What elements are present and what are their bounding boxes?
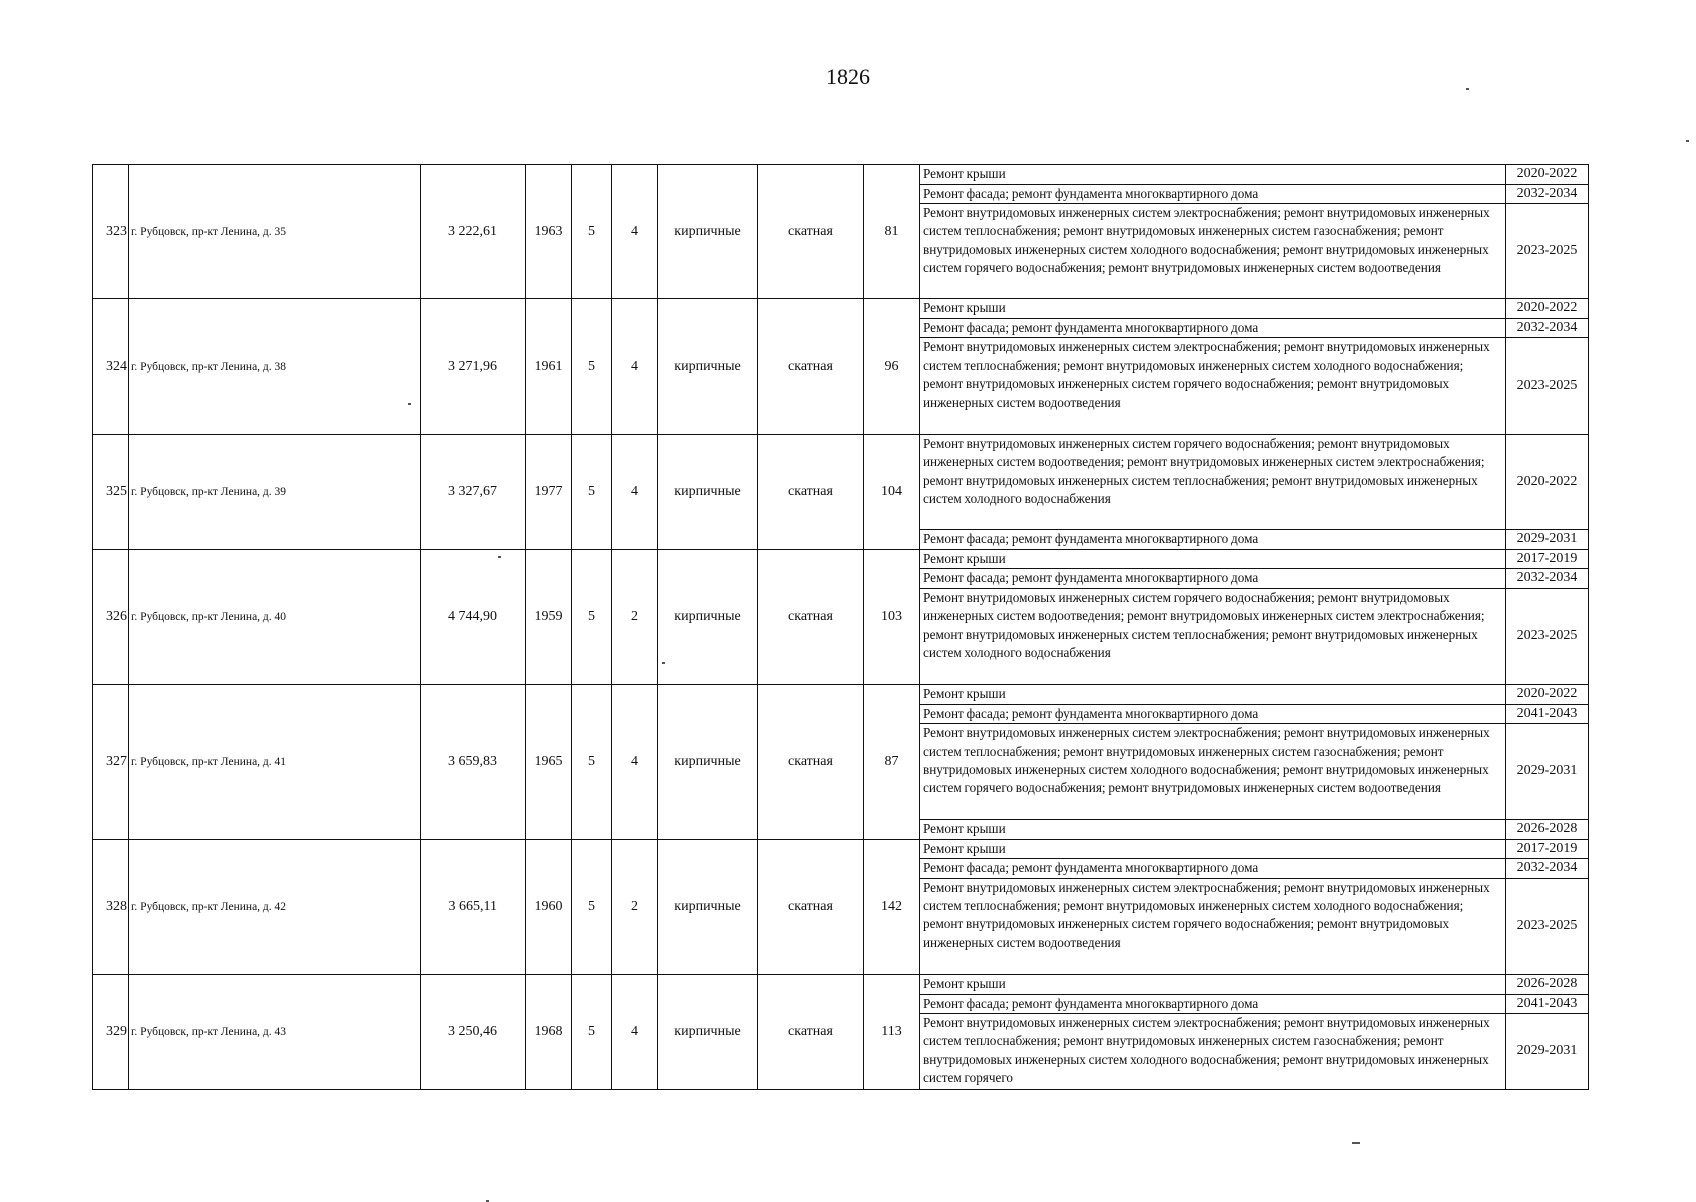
floors-count: 5 [572, 299, 612, 434]
work-period: 2026-2028 [1506, 975, 1589, 994]
work-description: Ремонт крыши [920, 840, 1506, 859]
table-row [93, 549, 1589, 684]
work-item [920, 878, 1588, 974]
works-cell [920, 975, 1589, 1090]
entrances-count: 4 [612, 434, 658, 549]
works-cell [920, 685, 1589, 839]
works-list [920, 165, 1588, 298]
build-year: 1968 [526, 975, 572, 1090]
row-number: 329 [93, 975, 129, 1090]
table-row [93, 165, 1589, 299]
apartments-count: 81 [864, 165, 920, 299]
work-description: Ремонт внутридомовых инженерных систем электроснабжения; ремонт внутридомовых инженерных систем теплоснабжения; ремонт внутридомовых инженерных систем холодного водоснабжения; ремонт внутридомовых инженерных систем горячего водоснабжения; ремонт внутридомовых инженерных систем водоотведения [923, 879, 1490, 950]
apartments-count: 96 [864, 299, 920, 434]
total-area: 4 744,90 [421, 549, 526, 684]
floors-count: 5 [572, 839, 612, 974]
wall-material: кирпичные [658, 839, 758, 974]
floors-count: 5 [572, 975, 612, 1090]
work-item [920, 840, 1588, 859]
floors-count: 5 [572, 685, 612, 839]
table-row [93, 839, 1589, 974]
address: г. Рубцовск, пр-кт Ленина, д. 35 [129, 165, 421, 299]
work-period: 2029-2031 [1506, 530, 1589, 549]
scan-speck [408, 403, 411, 405]
work-item [920, 1013, 1588, 1089]
floors-count: 5 [572, 434, 612, 549]
works-list [920, 840, 1588, 974]
work-description: Ремонт внутридомовых инженерных систем электроснабжения; ремонт внутридомовых инженерных систем теплоснабжения; ремонт внутридомовых инженерных систем газоснабжения; ремонт внутридомовых инженерных систем холодного водоснабжения; ремонт внутридомовых инженерных систем горячего водоснабжения; ремонт внутридомовых инженерных систем водоотведения [920, 724, 1506, 820]
work-description: Ремонт крыши [920, 299, 1506, 318]
apartments-count: 103 [864, 549, 920, 684]
work-item [920, 184, 1588, 203]
works-list [920, 550, 1588, 684]
total-area: 3 659,83 [421, 685, 526, 839]
works-cell [920, 839, 1589, 974]
build-year: 1960 [526, 839, 572, 974]
works-cell [920, 299, 1589, 434]
roof-type: скатная [758, 549, 864, 684]
work-item [920, 994, 1588, 1013]
work-item [920, 588, 1588, 684]
work-description: Ремонт фасада; ремонт фундамента многоквартирного дома [920, 184, 1506, 203]
floors-count: 5 [572, 165, 612, 299]
row-number: 324 [93, 299, 129, 434]
works-list [920, 435, 1588, 549]
roof-type: скатная [758, 165, 864, 299]
work-description: Ремонт фасада; ремонт фундамента многоквартирного дома [920, 318, 1506, 337]
works-list [920, 975, 1588, 1089]
page-number: 1826 [826, 64, 870, 89]
work-description: Ремонт фасада; ремонт фундамента многоквартирного дома [920, 994, 1506, 1013]
work-period: 2017-2019 [1506, 550, 1589, 569]
work-description: Ремонт внутридомовых инженерных систем электроснабжения; ремонт внутридомовых инженерных систем теплоснабжения; ремонт внутридомовых инженерных систем газоснабжения; ремонт внутридомовых инженерных систем холодного водоснабжения; ремонт внутридомовых инженерных систем горячего водоснабжения; ремонт внутридомовых инженерных систем водоотведения [923, 204, 1490, 276]
address: г. Рубцовск, пр-кт Ленина, д. 43 [129, 975, 421, 1090]
apartments-count: 104 [864, 434, 920, 549]
entrances-count: 4 [612, 165, 658, 299]
roof-type: скатная [758, 685, 864, 839]
works-cell [920, 165, 1589, 299]
work-description: Ремонт фасада; ремонт фундамента многоквартирного дома [920, 859, 1506, 878]
entrances-count: 4 [612, 975, 658, 1090]
work-period: 2032-2034 [1506, 569, 1589, 588]
floors-count: 5 [572, 549, 612, 684]
works-cell [920, 549, 1589, 684]
roof-type: скатная [758, 434, 864, 549]
table-row [93, 299, 1589, 434]
scan-speck [662, 662, 665, 664]
work-description: Ремонт крыши [920, 975, 1506, 994]
total-area: 3 222,61 [421, 165, 526, 299]
roof-type: скатная [758, 299, 864, 434]
work-item [920, 299, 1588, 318]
work-period: 2023-2025 [1506, 588, 1589, 684]
work-period: 2020-2022 [1506, 435, 1589, 530]
apartments-count: 113 [864, 975, 920, 1090]
row-number: 323 [93, 165, 129, 299]
work-period: 2026-2028 [1506, 820, 1589, 839]
address: г. Рубцовск, пр-кт Ленина, д. 39 [129, 434, 421, 549]
work-period: 2017-2019 [1506, 840, 1589, 859]
work-description: Ремонт крыши [923, 821, 1006, 837]
table-row [93, 434, 1589, 549]
work-description: Ремонт внутридомовых инженерных систем электроснабжения; ремонт внутридомовых инженерных систем теплоснабжения; ремонт внутридомовых инженерных систем холодного водоснабжения; ремонт внутридомовых инженерных систем горячего водоснабжения; ремонт внутридомовых инженерных систем водоотведения [923, 339, 1490, 410]
work-description: Ремонт фасада; ремонт фундамента многоквартирного дома [920, 704, 1506, 723]
work-description: Ремонт внутридомовых инженерных систем горячего водоснабжения; ремонт внутридомовых инженерных систем водоотведения; ремонт внутридомовых инженерных систем электроснабжения; ремонт внутридомовых инженерных систем теплоснабжения; ремонт внутридомовых инженерных систем холодного водоснабжения [920, 435, 1506, 530]
scan-speck [1686, 140, 1689, 142]
works-cell [920, 434, 1589, 549]
work-period: 2023-2025 [1506, 338, 1589, 434]
work-item [920, 550, 1588, 569]
work-period: 2020-2022 [1506, 299, 1589, 318]
work-period: 2020-2022 [1506, 165, 1589, 184]
wall-material: кирпичные [658, 975, 758, 1090]
total-area: 3 250,46 [421, 975, 526, 1090]
address: г. Рубцовск, пр-кт Ленина, д. 42 [129, 839, 421, 974]
entrances-count: 4 [612, 299, 658, 434]
work-item [920, 724, 1588, 820]
build-year: 1963 [526, 165, 572, 299]
total-area: 3 271,96 [421, 299, 526, 434]
entrances-count: 2 [612, 839, 658, 974]
work-item [920, 338, 1588, 434]
work-period: 2029-2031 [1506, 724, 1589, 820]
address: г. Рубцовск, пр-кт Ленина, д. 41 [129, 685, 421, 839]
work-item [920, 820, 1588, 839]
entrances-count: 2 [612, 549, 658, 684]
work-item [920, 165, 1588, 184]
apartments-count: 87 [864, 685, 920, 839]
wall-material: кирпичные [658, 434, 758, 549]
row-number: 325 [93, 434, 129, 549]
building-registry-table [92, 164, 1589, 1090]
work-item [920, 318, 1588, 337]
work-description: Ремонт фасада; ремонт фундамента многоквартирного дома [920, 569, 1506, 588]
work-item [920, 859, 1588, 878]
table-row [93, 685, 1589, 839]
build-year: 1977 [526, 434, 572, 549]
total-area: 3 327,67 [421, 434, 526, 549]
work-period: 2041-2043 [1506, 704, 1589, 723]
work-item [920, 530, 1588, 549]
work-period: 2020-2022 [1506, 685, 1589, 704]
work-period: 2041-2043 [1506, 994, 1589, 1013]
work-period: 2032-2034 [1506, 184, 1589, 203]
build-year: 1965 [526, 685, 572, 839]
work-item [920, 975, 1588, 994]
address: г. Рубцовск, пр-кт Ленина, д. 38 [129, 299, 421, 434]
entrances-count: 4 [612, 685, 658, 839]
roof-type: скатная [758, 975, 864, 1090]
work-description: Ремонт внутридомовых инженерных систем электроснабжения; ремонт внутридомовых инженерных систем теплоснабжения; ремонт внутридомовых инженерных систем газоснабжения; ремонт внутридомовых инженерных систем холодного водоснабжения; ремонт внутридомовых инженерных систем горячего [923, 1014, 1490, 1086]
work-description: Ремонт внутридомовых инженерных систем горячего водоснабжения; ремонт внутридомовых инженерных систем водоотведения; ремонт внутридомовых инженерных систем электроснабжения; ремонт внутридомовых инженерных систем теплоснабжения; ремонт внутридомовых инженерных систем холодного водоснабжения [923, 589, 1485, 660]
address: г. Рубцовск, пр-кт Ленина, д. 40 [129, 549, 421, 684]
work-period: 2032-2034 [1506, 318, 1589, 337]
work-description: Ремонт крыши [920, 165, 1506, 184]
wall-material: кирпичные [658, 299, 758, 434]
row-number: 328 [93, 839, 129, 974]
work-description: Ремонт фасада; ремонт фундамента многоквартирного дома [923, 531, 1259, 547]
row-number: 326 [93, 549, 129, 684]
table-row [93, 975, 1589, 1090]
work-description: Ремонт крыши [920, 685, 1506, 704]
work-period: 2032-2034 [1506, 859, 1589, 878]
build-year: 1961 [526, 299, 572, 434]
total-area: 3 665,11 [421, 839, 526, 974]
works-list [920, 685, 1588, 838]
scan-speck [1352, 1142, 1360, 1144]
apartments-count: 142 [864, 839, 920, 974]
roof-type: скатная [758, 839, 864, 974]
work-description: Ремонт крыши [920, 550, 1506, 569]
work-item [920, 435, 1588, 530]
scan-speck [1466, 88, 1469, 90]
work-item [920, 704, 1588, 723]
work-period: 2023-2025 [1506, 203, 1589, 298]
work-item [920, 203, 1588, 298]
work-item [920, 569, 1588, 588]
wall-material: кирпичные [658, 685, 758, 839]
row-number: 327 [93, 685, 129, 839]
wall-material: кирпичные [658, 549, 758, 684]
work-item [920, 685, 1588, 704]
works-list [920, 299, 1588, 433]
wall-material: кирпичные [658, 165, 758, 299]
work-period: 2023-2025 [1506, 878, 1589, 974]
work-period: 2029-2031 [1506, 1013, 1589, 1089]
build-year: 1959 [526, 549, 572, 684]
scan-speck [498, 556, 501, 558]
